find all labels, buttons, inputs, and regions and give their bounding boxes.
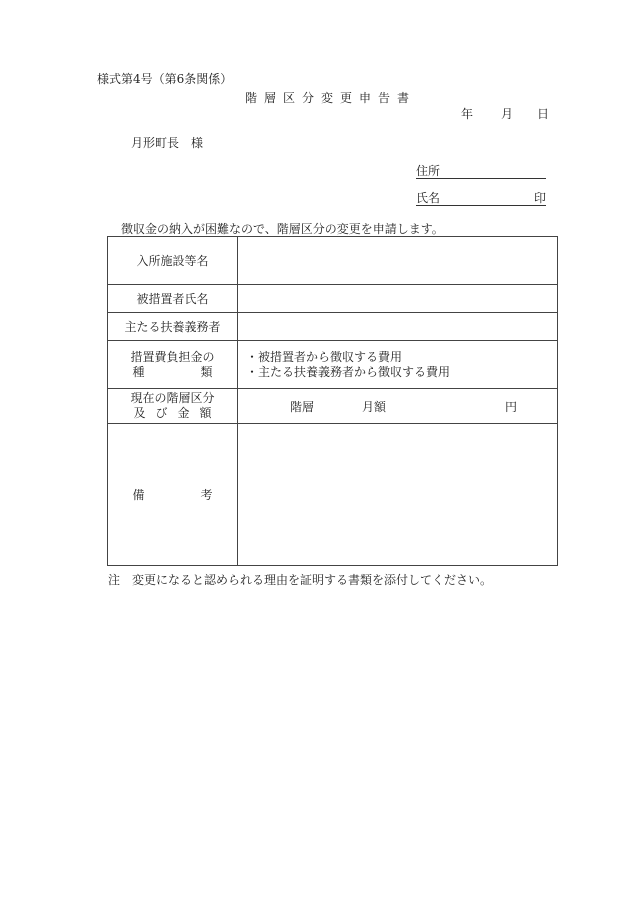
current-level-label-line1: 現在の階層区分 bbox=[130, 391, 215, 405]
document-title: 階層区分変更申告書 bbox=[245, 91, 417, 105]
addressee: 月形町長 様 bbox=[131, 136, 204, 150]
table-row bbox=[108, 313, 558, 341]
cost-type-label-line1: 措置費負担金の bbox=[130, 349, 215, 364]
date-line bbox=[461, 105, 549, 122]
application-table bbox=[107, 236, 558, 566]
current-level-label-char: 及 bbox=[133, 406, 146, 420]
remarks-value-cell[interactable] bbox=[238, 424, 558, 566]
footnote: 注 変更になると認められる理由を証明する書類を添付してください。 bbox=[108, 573, 493, 587]
cost-type-label bbox=[108, 341, 238, 389]
remarks-label bbox=[108, 424, 238, 566]
cost-type-label-char: 類 bbox=[200, 364, 213, 379]
seal-label: 印 bbox=[533, 191, 546, 205]
table-row bbox=[108, 285, 558, 313]
yen-label: 円 bbox=[505, 399, 518, 414]
remarks-label-text bbox=[133, 486, 213, 503]
current-level-label-char: 金 bbox=[177, 406, 190, 420]
address-label: 住所 bbox=[416, 164, 441, 178]
person-label: 被措置者氏名 bbox=[108, 285, 238, 313]
facility-value-cell[interactable] bbox=[238, 237, 558, 285]
date-year-label: 年 bbox=[461, 107, 474, 121]
current-level-value-cell[interactable] bbox=[238, 389, 558, 424]
supporter-label: 主たる扶養義務者 bbox=[108, 313, 238, 341]
form-number: 様式第4号（第6条関係） bbox=[97, 72, 233, 86]
supporter-value-cell[interactable] bbox=[238, 313, 558, 341]
name-field[interactable] bbox=[416, 189, 546, 206]
current-level-label-char: 額 bbox=[199, 406, 212, 420]
cost-type-option[interactable]: ・被措置者から徴収する費用 bbox=[246, 349, 403, 364]
statement: 徴収金の納入が困難なので、階層区分の変更を申請します。 bbox=[121, 222, 444, 236]
current-level-value-row bbox=[238, 398, 557, 415]
level-suffix: 階層 bbox=[290, 399, 315, 414]
table-row bbox=[108, 424, 558, 566]
remarks-label-char: 考 bbox=[200, 488, 213, 502]
current-level-label-char: び bbox=[155, 406, 168, 420]
current-level-label-line2 bbox=[134, 406, 212, 421]
monthly-amount-label: 月額 bbox=[362, 399, 387, 414]
person-value-cell[interactable] bbox=[238, 285, 558, 313]
remarks-label-char: 備 bbox=[132, 488, 145, 502]
facility-label: 入所施設等名 bbox=[108, 237, 238, 285]
cost-type-label-line2 bbox=[133, 365, 213, 380]
cost-type-label-char: 種 bbox=[132, 364, 145, 379]
cost-type-option[interactable]: ・主たる扶養義務者から徴収する費用 bbox=[246, 364, 451, 379]
date-month-label: 月 bbox=[501, 107, 514, 121]
cost-type-options-cell[interactable] bbox=[238, 341, 558, 389]
table-row bbox=[108, 237, 558, 285]
table-row bbox=[108, 341, 558, 389]
address-field[interactable] bbox=[416, 162, 546, 179]
date-day-label: 日 bbox=[537, 107, 550, 121]
current-level-label bbox=[108, 389, 238, 424]
name-label: 氏名 bbox=[416, 191, 441, 205]
table-row bbox=[108, 389, 558, 424]
